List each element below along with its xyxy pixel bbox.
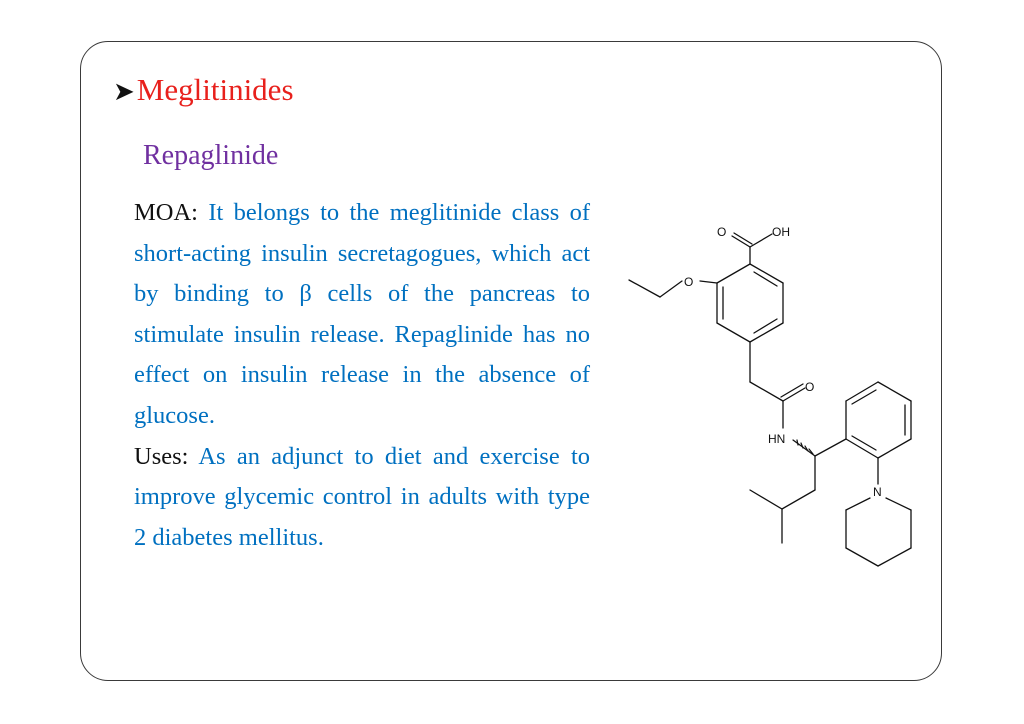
atom-label-o-ether: O	[684, 275, 694, 289]
phenyl-ring	[815, 382, 911, 458]
atom-label-oh: OH	[772, 225, 790, 239]
stereo-hash-bond	[797, 440, 813, 454]
body-text	[134, 193, 590, 558]
moa-paragraph	[134, 193, 590, 437]
uses-text: As an adjunct to diet and exercise to improve glycemic control in adults with type 2 diabetes mellitus.	[134, 442, 591, 551]
piperidine-ring	[846, 458, 911, 566]
atom-labels	[684, 225, 882, 499]
uses-paragraph	[134, 437, 590, 559]
uses-label: Uses:	[134, 442, 189, 470]
moa-text: It belongs to the meglitinide class of short-acting insulin secretagogues, which act by binding to β cells of the pancreas to stimulate insulin release. Repaglinide has no effect on insulin release in the absence of glucose.	[134, 199, 591, 429]
slide-heading	[113, 70, 294, 112]
ethoxy-group	[629, 280, 717, 297]
heading-text: Meglitinides	[136, 72, 294, 107]
atom-label-o-carbonyl: O	[717, 225, 727, 239]
repaglinide-structure-diagram	[620, 218, 920, 568]
carboxylic-acid-group	[732, 233, 772, 264]
atom-label-nh: HN	[768, 432, 786, 446]
arrow-bullet-icon: ➤	[113, 77, 135, 106]
drug-name-subheading: Repaglinide	[143, 140, 279, 171]
atom-label-n-piperidine: N	[873, 485, 882, 499]
isobutyl-group	[750, 456, 815, 543]
atom-label-o-amide: O	[805, 380, 815, 394]
benzoic-acid-ring	[717, 264, 783, 342]
moa-label: MOA:	[134, 199, 198, 226]
